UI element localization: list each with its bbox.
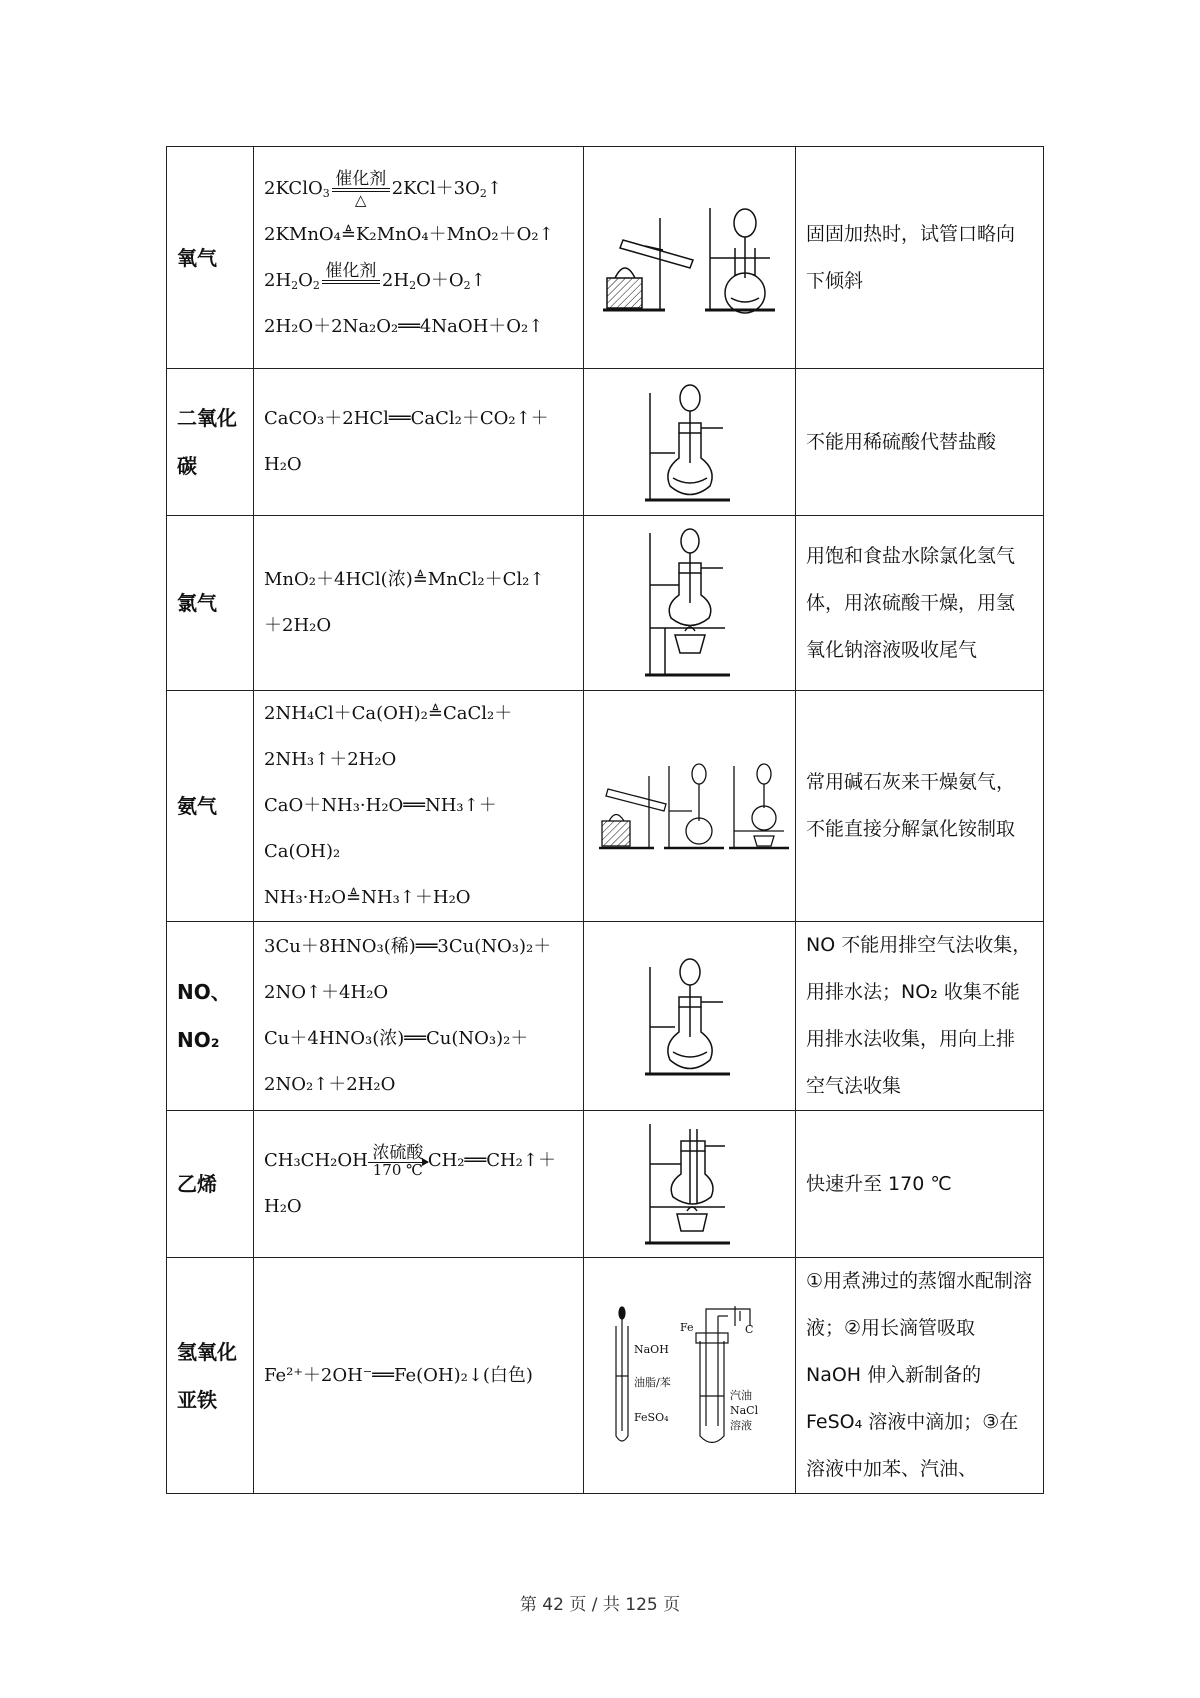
apparatus-cell	[584, 691, 796, 922]
note: ①用煮沸过的蒸馏水配制溶液；②用长滴管吸取 NaOH 伸入新制备的 FeSO₄ 溶液中滴加；③在溶液中加苯、汽油、	[796, 1258, 1044, 1494]
gas-name: 乙烯	[167, 1111, 254, 1258]
note: 不能用稀硫酸代替盐酸	[796, 369, 1044, 516]
equation: Ca(OH)₂	[264, 841, 341, 862]
note: NO 不能用排空气法收集，用排水法；NO₂ 收集不能用排水法收集，用向上排空气法收集	[796, 922, 1044, 1111]
equations-cell	[254, 1111, 584, 1258]
table-row	[167, 691, 1044, 922]
solution-label: 溶液	[729, 1418, 752, 1432]
equation: 2KMnO₄≜K₂MnO₄＋MnO₂＋O₂↑	[264, 223, 554, 245]
equation: MnO₂＋4HCl(浓)≜MnCl₂＋Cl₂↑	[264, 569, 545, 590]
fe-oh2-apparatus-image	[600, 1301, 780, 1451]
fe-label: Fe	[679, 1320, 694, 1334]
table-row	[167, 516, 1044, 691]
table-row	[167, 147, 1044, 369]
equations-cell	[254, 369, 584, 516]
equations-cell	[254, 147, 584, 369]
equations-cell: Fe²⁺＋2OH⁻══Fe(OH)₂↓(白色)	[254, 1258, 584, 1494]
co2-apparatus-image	[635, 378, 745, 506]
table-row	[167, 1111, 1044, 1258]
equation: H₂O	[264, 454, 302, 475]
equation: 2NH₃↑＋2H₂O	[264, 749, 397, 770]
c-label: C	[744, 1322, 753, 1336]
note: 固固加热时，试管口略向下倾斜	[796, 147, 1044, 369]
equations-cell	[254, 922, 584, 1111]
gas-name: 氧气	[167, 147, 254, 369]
apparatus-cell	[584, 147, 796, 369]
table-row	[167, 922, 1044, 1111]
equation: 2KClO$_3$ 催化剂 △ $2KCl+3O_2↑$	[264, 168, 502, 209]
apparatus-cell	[584, 516, 796, 691]
page-footer: 第 42 页 / 共 125 页	[519, 1595, 681, 1615]
note: 快速升至 170 ℃	[796, 1111, 1044, 1258]
equation: CaO＋NH₃·H₂O══NH₃↑＋	[264, 795, 497, 816]
equation: H₂O	[264, 1196, 302, 1217]
feso4-label: FeSO₄	[633, 1410, 669, 1424]
apparatus-cell	[584, 1111, 796, 1258]
equation: 2NO↑＋4H₂O	[264, 982, 389, 1003]
chlorine-apparatus-image	[635, 523, 745, 683]
equation: 2NH₄Cl＋Ca(OH)₂≜CaCl₂＋	[264, 703, 513, 724]
oxygen-apparatus-image	[595, 188, 785, 328]
gas-preparation-table	[166, 146, 1044, 1494]
table-row	[167, 1258, 1044, 1494]
equations-cell	[254, 691, 584, 922]
equation: CH₃CH₂OH 浓硫酸 170 ℃ CH₂══CH₂↑＋	[264, 1142, 556, 1179]
gas-name: 氢氧化 亚铁	[167, 1258, 254, 1494]
equation: 3Cu＋8HNO₃(稀)══3Cu(NO₃)₂＋	[264, 936, 552, 957]
equation: Cu＋4HNO₃(浓)══Cu(NO₃)₂＋	[264, 1028, 529, 1049]
equation: CaCO₃＋2HCl══CaCl₂＋CO₂↑＋	[264, 408, 549, 429]
no-apparatus-image	[635, 952, 745, 1080]
apparatus-cell	[584, 369, 796, 516]
ethylene-apparatus-image	[635, 1119, 745, 1249]
oil-label: 油脂/苯	[633, 1375, 671, 1389]
ammonia-apparatus-image	[594, 756, 794, 856]
equation: ＋2H₂O	[264, 615, 332, 636]
apparatus-cell	[584, 922, 796, 1111]
note: 常用碱石灰来干燥氨气，不能直接分解氯化铵制取	[796, 691, 1044, 922]
table-row	[167, 369, 1044, 516]
naoh-label: NaOH	[633, 1342, 669, 1356]
gas-name: 氯气	[167, 516, 254, 691]
equation: 2H₂O＋2Na₂O₂══4NaOH＋O₂↑	[264, 315, 544, 337]
equation: $2H_2O_2$ 催化剂 $2H_2O+O_2↑$	[264, 260, 486, 292]
gas-name: NO、 NO₂	[167, 922, 254, 1111]
gas-name: 二氧化 碳	[167, 369, 254, 516]
nacl-label: NaCl	[729, 1403, 758, 1417]
gas-name: 氨气	[167, 691, 254, 922]
note: 用饱和食盐水除氯化氢气体，用浓硫酸干燥，用氢氧化钠溶液吸收尾气	[796, 516, 1044, 691]
equations-cell	[254, 516, 584, 691]
apparatus-cell	[584, 1258, 796, 1494]
gasoline-label: 汽油	[729, 1388, 752, 1402]
equation: 2NO₂↑＋2H₂O	[264, 1074, 396, 1095]
equation: NH₃·H₂O≜NH₃↑＋H₂O	[264, 887, 471, 908]
